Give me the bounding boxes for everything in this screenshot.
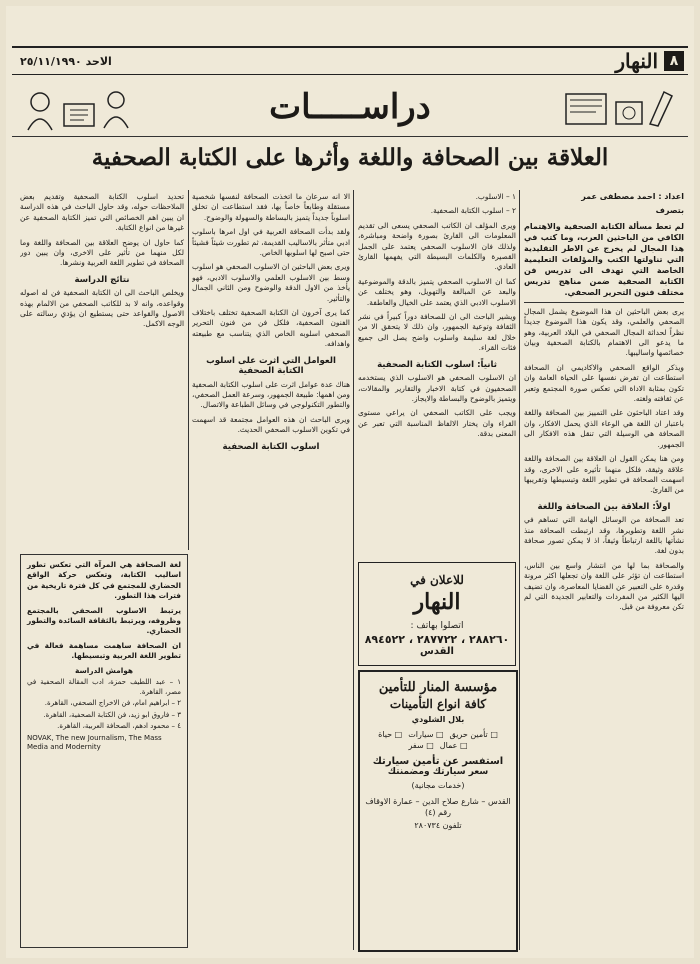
subheading: نتائج الدراسة <box>74 274 130 285</box>
paragraph: تحديد اسلوب الكتابة الصحفية وتقديم بعض الملاحظات حوله، وقد حاول الباحث في هذه الدراسة ان يبين اهم الخصائص التي تميز الكتابة الصحفية عن غيرها من انواع الكتابة. <box>20 192 184 233</box>
paragraph: وقد اعتاد الباحثون على التمييز بين الصحافة واللغة باعتبار ان اللغة هي الوعاء الذي يحمل الافكار، وان الصحافة هي الوسيلة التي تنقل هذه الافكار الى الجمهور. <box>524 408 684 449</box>
paragraph: ويرى بعض الباحثين ان الاسلوب الصحفي هو اسلوب وسط بين الاسلوب العلمي والاسلوب الادبي، فهو يأخذ من الاول الدقة والوضوح ومن الثاني الجمال والتأثير. <box>192 262 350 303</box>
insurance-name: مؤسسة المنار للتأمين <box>378 680 498 695</box>
insurance-type: □ عمال <box>440 741 468 750</box>
paragraph: ولقد بدأت الصحافة العربية في اول امرها باسلوب ادبي متأثر بالاساليب القديمة، ثم تطورت شيئاً فشيئاً حتى اصبح لها اسلوبها الخاص. <box>192 227 350 258</box>
column-divider <box>519 190 520 950</box>
article-column-3 <box>192 192 350 952</box>
paragraph: ويرى المؤلف ان الكاتب الصحفي يسعى الى تقديم المعلومات الى القارئ بصورة واضحة ومباشرة، ولذلك فان الاسلوب الصحفي يعتمد على الجمل القصيرة والكلمات البسيطة التي يفهمها القارئ العادي. <box>358 220 516 272</box>
summary-intro: لغة الصحافة هي المرآة التي تعكس تطور اساليب الكتابة، وتعكس حركة الواقع الحضاري للمجتمع في كل فترة تاريخية من فترات هذا التطور. <box>27 560 181 601</box>
headline: العلاقة بين الصحافة واللغة وأثرها على الكتابة الصحفية <box>91 144 609 171</box>
paragraph: ويرى الباحث ان هذه العوامل مجتمعة قد اسهمت في تكوين الاسلوب الصحفي الحديث. <box>192 414 350 435</box>
advertise-box <box>358 562 516 666</box>
article-column-1 <box>524 192 684 952</box>
insurance-tagline: كافة انواع التأمينات <box>389 697 487 711</box>
insurance-type: □ سيارات <box>408 730 443 739</box>
illustration-left-icon <box>20 84 140 132</box>
paragraph: ويشير الباحث الى ان للصحافة دوراً كبيراً في نشر الثقافة وتوعية الجمهور، وان ذلك لا يتحقق الا من خلال لغة سليمة واسلوب واضح يصل الى جميع فئات القراء. <box>358 312 516 353</box>
insurance-type: □ حياة <box>378 730 402 739</box>
ad-call-label: اتصلوا بهاتف : <box>410 621 464 631</box>
reference-item: ٢ – ابراهيم امام، فن الاخراج الصحفي، القاهرة. <box>44 699 181 708</box>
reference-item: ١ – عبد اللطيف حمزة، ادب المقالة الصحفية في مصر، القاهرة. <box>27 678 181 696</box>
subheading: ثانياً: اسلوب الكتابة الصحفية <box>377 359 497 370</box>
insurance-phone: تلفون ٢٨٠٧٣٤ <box>414 821 462 830</box>
column-divider <box>188 190 189 550</box>
page-number: ٨ <box>664 51 684 71</box>
insurance-offer: استفسر عن تأمين سيارتك <box>372 756 504 767</box>
insurance-agent: بلال الشلودي <box>411 715 465 724</box>
article-column-4 <box>20 192 184 552</box>
article-column-2 <box>358 192 516 554</box>
paragraph: يرى بعض الباحثين ان هذا الموضوع يشمل المجال الصحفي والعلمي، وقد يكون هذا الموضوع جديداً نظراً لحداثة المجال الصحفي في البلاد العربية، وهو ما يدعو الى الاهتمام بالكتابة الصحفية وبيان خصائصها واساليبها. <box>524 306 684 358</box>
summary-box <box>20 554 188 948</box>
section-banner <box>12 78 688 137</box>
ad-city: القدس <box>420 646 454 657</box>
reference-item: ٤ – محمود ادهم، الصحافة العربية، القاهرة. <box>57 722 181 731</box>
ad-line: للاعلان في <box>410 573 464 587</box>
subheading: اولاً: العلاقة بين الصحافة واللغة <box>537 501 671 512</box>
byline: اعداد : احمد مصطفى عمر <box>581 192 684 201</box>
brand <box>615 49 688 73</box>
insurance-offer: سعر سيارتك ومضمنتك <box>387 767 489 777</box>
paragraph: كما حاول ان يوضح العلاقة بين الصحافة واللغة وما لكل منهما من تأثير على الاخرى، وان يبين دور الصحافة في تطوير اللغة العربية ونشرها. <box>20 237 184 268</box>
paragraph: كما يرى آخرون ان الكتابة الصحفية تختلف باختلاف الفنون الصحفية، فلكل فن من فنون التحرير الصحفي اسلوبه الخاص الذي يتناسب مع طبيعته واهدافه. <box>192 308 350 349</box>
paragraph: ومن هنا يمكن القول ان العلاقة بين الصحافة واللغة علاقة وثيقة، فلكل منهما تأثيره على الاخرى، وقد اسهمت الصحافة في تطوير اللغة وتبسيطها وتقريبها من القارئ. <box>524 454 684 495</box>
subheading: العوامل التي اثرت على اسلوب الكتابة الصحفية <box>206 355 336 377</box>
column-divider <box>353 190 354 950</box>
paragraph: ٢ – اسلوب الكتابة الصحفية. <box>430 206 516 216</box>
newspaper-page <box>6 6 694 958</box>
author-tag: بتصرف <box>655 206 684 216</box>
section-title: دراســـــات <box>269 87 431 127</box>
paragraph: الا انه سرعان ما اتخذت الصحافة لنفسها شخصية مستقلة وطابعاً خاصاً بها، فقد استطاعت ان تخلق اسلوباً جديداً يتميز بالبساطة والسهولة والوضوح. <box>192 192 350 222</box>
insurance-type: □ تأمين حريق <box>450 730 498 739</box>
reference-item-latin: NOVAK, The new Journalism, The Mass Media and Modernity <box>27 733 162 752</box>
insurance-ad <box>358 670 518 952</box>
masthead <box>12 46 688 75</box>
subheading: اسلوب الكتابة الصحفية <box>222 441 320 452</box>
paragraph: ان الاسلوب الصحفي هو الاسلوب الذي يستخدمه الصحفيون في كتابة الاخبار والتقارير والمقالات، ويتميز بالوضوح والبساطة والايجاز. <box>358 373 516 403</box>
paragraph: ويذكر الواقع الصحفي والاكاديمي ان الصحافة استطاعت ان تفرض نفسها على الحياة العامة وان تكون بمثابة الاداة التي تعكس صورة المجتمع وتعبر عن ثقافته ولغته. <box>524 362 684 404</box>
reference-item: ٣ – فاروق ابو زيد، فن الكتابة الصحفية، القاهرة. <box>43 710 181 719</box>
insurance-type: □ سفر <box>408 741 433 750</box>
paragraph: ١ – الاسلوب. <box>475 192 516 201</box>
paragraph: والصحافة بما لها من انتشار واسع بين الناس، استطاعت ان تؤثر على اللغة وان تجعلها اكثر مرونة وقدرة على التعبير عن القضايا المعاصرة، وان تضيف اليها الكثير من المفردات والتعابير الجديدة التي لم تكن معروفة من قبل. <box>524 560 684 612</box>
references-title: هوامش الدراسة <box>74 665 133 675</box>
summary-point: يرتبط الاسلوب الصحفي بالمجتمع وظروفه، ويرتبط بالثقافة السائدة والتطور الحضاري. <box>27 605 181 636</box>
article-lead: لم تعط مسألة الكتابة الصحفية والاهتمام الكافي من الباحثين العرب، وما كتب في هذا المجال لم يخرج عن الاطر التقليدية التي تناولتها الكتب والمؤلفات التعليمية الخاصة التي تهدف الى تدريس فن الكتابة الصحفية ضمن مناهج تدريس مختلف فنون التحرير الصحفي. <box>524 221 684 303</box>
paragraph: كما ان الاسلوب الصحفي يتميز بالدقة والموضوعية والبعد عن المبالغة والتهويل، وهو يختلف عن الاسلوب الادبي الذي يعتمد على الخيال والعاطفة. <box>358 276 516 307</box>
newspaper-name: النهار <box>615 49 658 73</box>
insurance-address: القدس – شارع صلاح الدين – عمارة الاوقاف رقم (٤) <box>365 797 511 817</box>
paragraph: هناك عدة عوامل اثرت على اسلوب الكتابة الصحفية ومن اهمها: طبيعة الجمهور، وسرعة العمل الصحفي، والتطور التكنولوجي في وسائل الطباعة والاتصال. <box>192 379 350 410</box>
references-list <box>27 678 181 753</box>
paragraph: تعد الصحافة من الوسائل الهامة التي تساهم في نشر اللغة وتطويرها، وقد ارتبطت الصحافة منذ نشأتها باللغة ارتباطاً وثيقاً، اذ لا يمكن تصور صحافة بدون لغة. <box>524 515 684 556</box>
illustration-right-icon <box>560 84 680 132</box>
insurance-offer-note: (خدمات مجانية) <box>411 781 465 790</box>
paragraph: ويخلص الباحث الى ان الكتابة الصحفية فن له اصوله وقواعده، وانه لا بد للكاتب الصحفي من الالمام بهذه الاصول والقواعد حتى يستطيع ان يؤدي رسالته على الوجه الاكمل. <box>20 288 184 329</box>
issue-date: الاحد ٢٥/١١/١٩٩٠ <box>20 54 112 68</box>
insurance-types <box>364 730 512 750</box>
summary-point: ان الصحافة ساهمت مساهمة فعالة في تطوير اللغة العربية وتبسيطها. <box>27 640 181 661</box>
ad-phones: ٢٨٨٢٦٠ ، ٢٨٧٧٢٢ ، ٨٩٤٥٢٢ <box>364 633 510 646</box>
ad-brand: النهار <box>413 589 461 615</box>
paragraph: ويجب على الكاتب الصحفي ان يراعي مستوى القراء وان يختار الالفاظ المناسبة التي تعبر عن المعنى بدقة. <box>358 408 516 439</box>
